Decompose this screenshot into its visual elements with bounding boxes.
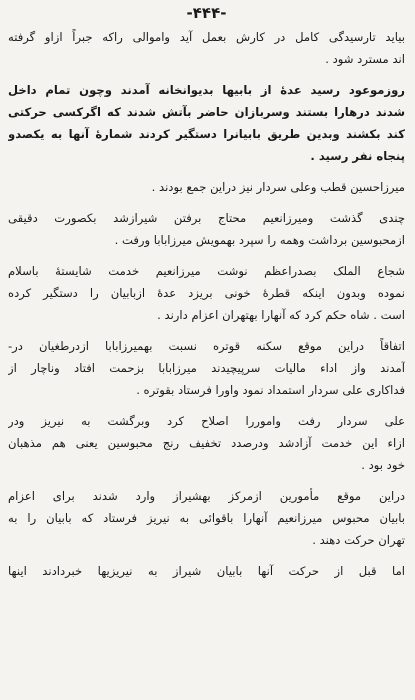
paragraph-2	[8, 79, 405, 167]
text-line: کند بکشند وبدین طریق بابیانرا دستگیر کردند شمارهٔ آنها به یکصدو	[8, 127, 405, 141]
paragraph-7	[8, 410, 405, 476]
text-line: اند مسترد شود .	[325, 52, 405, 66]
text-line: تهران حرکت دهند .	[312, 533, 405, 547]
text-line: اما قبل از حرکت آنها بابیان شیراز به نیریزیها خبردادند اینها	[8, 564, 405, 578]
text-line: روزموعود رسید عدهٔ از بابیها بدیوانخانه آمدند وچون تمام داخل	[8, 83, 405, 97]
text-line: شجاع الملک بصدراعظم نوشت میرزانعیم خدمت شایستهٔ باسلام	[8, 264, 405, 278]
text-line: شدند درهارا بستند وسربازان حاضر بآتش شدند که اگرکسی حرکتی	[8, 105, 405, 119]
paragraph-4	[8, 207, 405, 251]
text-line: میرزاحسین قطب وعلی سردار نیز دراین جمع بودند .	[151, 180, 405, 194]
text-line: آمدند واز اداء مالیات سرپیچیدند میرزابابا بزحمت افتاد وناچار از	[8, 361, 405, 375]
text-line: دراین موقع مأمورین ازمرکز بهشیراز وارد شدند برای اعزام	[8, 489, 405, 503]
text-line: بابیان محبوس میرزانعیم آنهارا باقوائی به نیریز فرستاد که بابیان را به	[8, 511, 405, 525]
text-line: بیاید تارسیدگی کامل در کارش بعمل آید واموالی راکه جبراً ازاو گرفته	[8, 30, 405, 44]
paragraph-3	[8, 176, 405, 198]
text-line: ازاء این خدمت آزادشد ودرصدد تخفیف رنج محبوسین یعنی هم مذهبان	[8, 436, 405, 450]
paragraph-9	[8, 560, 405, 582]
paragraph-8	[8, 485, 405, 551]
paragraph-1	[8, 26, 405, 70]
text-line: است . شاه حکم کرد که آنهارا بهتهران اعزام دارند .	[157, 308, 405, 322]
page-number: -۴۴۴-	[186, 4, 227, 22]
text-line: خود بود .	[361, 458, 405, 472]
text-line: فداکاری علی سردار استمداد نمود واورا فرستاد بقوتره .	[136, 383, 405, 397]
paragraph-5	[8, 260, 405, 326]
text-line: ازمحبوسین برداشت وهمه را سپرد بهمویش میرزابابا ورفت .	[114, 233, 405, 247]
text-line: اتفاقاً دراین موقع سکنه قوتره نسبت بهمیرزابابا ازدرطغیان در-	[8, 339, 405, 353]
text-line: علی سردار رفت واموررا اصلاح کرد وبرگشت به نیریز ودر	[8, 414, 405, 428]
paragraph-6	[8, 335, 405, 401]
text-line: پنجاه نفر رسید .	[310, 149, 405, 163]
text-line: نموده وبدون اینکه قطرهٔ خونی بریزد عدهٔ ازبابیان را دستگیر کرده	[8, 286, 405, 300]
text-line: چندی گذشت ومیرزانعیم محتاج برفتن شیرازشد بکصورت دقیقی	[8, 211, 405, 225]
